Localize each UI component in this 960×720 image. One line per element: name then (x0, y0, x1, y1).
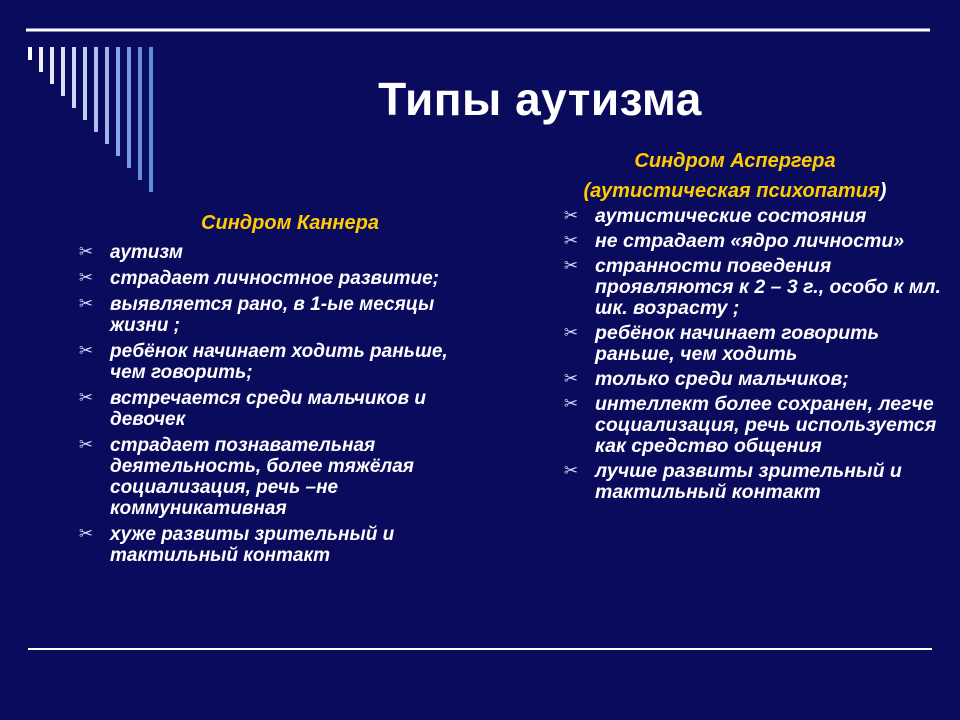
asperger-heading (555, 146, 915, 206)
scissors-icon: ✂ (563, 369, 579, 388)
list-item-text: только среди мальчиков; (595, 368, 849, 390)
scissors-icon: ✂ (78, 242, 94, 261)
kanner-list (70, 242, 470, 566)
scissors-icon: ✂ (563, 206, 579, 225)
scissors-icon: ✂ (563, 461, 579, 480)
list-item (70, 341, 470, 383)
list-item (555, 206, 955, 227)
list-item-text: страдает личностное развитие; (110, 268, 440, 289)
asperger-subtitle: (аутистическая психопатия (583, 180, 880, 202)
list-item-text: лучше развиты зрительный и тактильный контакт (595, 460, 902, 503)
scissors-icon: ✂ (78, 268, 94, 287)
list-item-text: встречается среди мальчиков и девочек (110, 388, 426, 430)
asperger-heading-line2 (555, 176, 915, 206)
list-item (70, 524, 470, 566)
list-item-text: выявляется рано, в 1-ые месяцы жизни ; (110, 294, 435, 336)
scissors-icon: ✂ (563, 323, 579, 342)
scissors-icon: ✂ (563, 256, 579, 275)
list-item (555, 461, 955, 503)
list-item (70, 388, 470, 430)
list-item-text: страдает познавательная деятельность, более тяжёлая социализация, речь –не коммуникативная (110, 435, 414, 519)
scissors-icon: ✂ (78, 435, 94, 454)
scissors-icon: ✂ (563, 394, 579, 413)
scissors-icon: ✂ (563, 231, 579, 250)
list-item (555, 231, 955, 252)
list-item-text: хуже развиты зрительный и тактильный контакт (110, 524, 395, 566)
scissors-icon: ✂ (78, 341, 94, 360)
list-item-text: ребёнок начинает ходить раньше, чем говорить; (110, 341, 448, 383)
list-item (555, 369, 955, 390)
list-item-text: интеллект более сохранен, легче социализация, речь используется как средство общения (595, 393, 937, 457)
bottom-divider (28, 648, 932, 650)
list-item (70, 294, 470, 336)
list-item-text: не страдает «ядро личности» (595, 230, 905, 252)
asperger-column (555, 146, 955, 507)
list-item (555, 323, 955, 365)
list-item-text: странности поведения проявляются к 2 – 3 г., особо к мл. шк. возрасту ; (595, 255, 941, 319)
list-item (555, 394, 955, 457)
asperger-heading-line1: Синдром Аспергера (634, 150, 836, 172)
list-item-text: ребёнок начинает говорить раньше, чем ходить (595, 322, 880, 365)
list-item-text: аутизм (110, 242, 183, 263)
list-item (555, 256, 955, 319)
scissors-icon: ✂ (78, 524, 94, 543)
scissors-icon: ✂ (78, 294, 94, 313)
list-item (70, 242, 470, 263)
list-item-text: аутистические состояния (595, 205, 867, 227)
kanner-column (70, 208, 470, 571)
asperger-subtitle-paren: ) (879, 180, 887, 202)
slide-title: Типы аутизма (378, 73, 702, 125)
asperger-list (555, 206, 955, 503)
list-item (70, 435, 470, 519)
scissors-icon: ✂ (78, 388, 94, 407)
list-item (70, 268, 470, 289)
kanner-heading: Синдром Каннера (201, 212, 379, 234)
